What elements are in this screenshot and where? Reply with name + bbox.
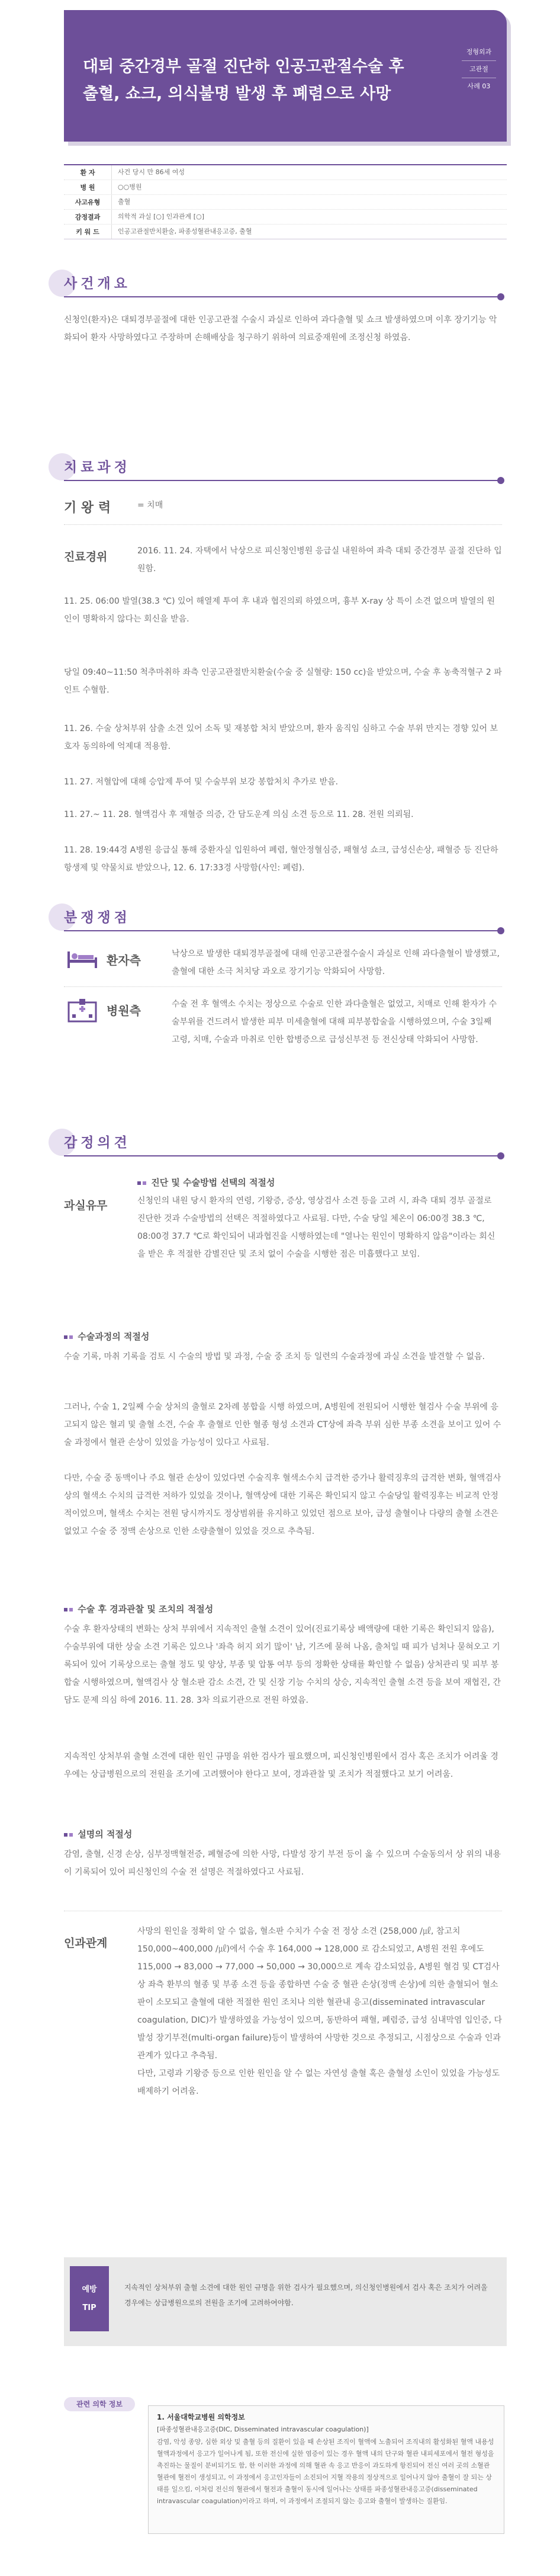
course-entry-6: 11. 27.~ 11. 28. 혈액검사 후 재혈증 의증, 간 담도운계 의심 소견 등으로 11. 28. 전원 의뢰됨. <box>64 810 414 819</box>
opinion-heading-1: 진단 및 수술방법 선택의 적절성 <box>137 1176 275 1188</box>
reference-box <box>148 2405 504 2534</box>
section-title-dispute: 분쟁쟁점 <box>64 910 131 925</box>
section-title-opinion: 감정의견 <box>64 1135 131 1151</box>
opinion-para-3a: 수술 후 환자상태의 변화는 상처 부위에서 지속적인 출혈 소견이 있어(진료기록상 배액량에 대한 기록은 확인되지 않음), 수술부위에 대한 상술 소견 기록은 있으나 '좌측 허지 외기 많이' 남, 기즈에 묻혀 나옴, 출처일 때 피가 넘쳐나 묻혀오고 기록되어 있어 기록상으로는 출혈 정도 및 양상, 부종 및 압통 여부 등의 정확한 상태를 확인할 수 없음) 상처관리 및 피부 봉합술 시행하였으며, 혈액검사 상 혈소판 감소 소견, 간 및 신장 기능 수치의 상승, 지속적인 출혈 소견 등을 보여 재협진, 간담도 문제 의심 하에 2016. 11. 28. 3차 의료기관으로 전원 하였음. <box>64 1625 501 1705</box>
history-label: 기 왕 력 <box>64 501 111 515</box>
causation-text: 사망의 원인을 정확히 알 수 없음, 혈소판 수치가 수술 전 정상 소견 (258,000 /㎕, 참고치 150,000~400,000 /㎕)에서 수술 후 164,000 → 128,000 로 감소되었고, A병원 전원 후에도 115,000 → 83,000 → 77,000 → 50,000 → 30,000으로 계속 감소되었음, A병원 혈검 및 CT검사 상 좌측 환부의 혈종 및 부종 소견 등을 종합하면 수술 중 혈관 손상(정맥 손상)에 의한 출혈되어 혈소판이 소모되고 출혈에 대한 적절한 원인 조치나 의한 혈관내 응고(disseminated intravascular coagulation, DIC)가 발생하였을 가능성이 있으며, 동반하여 패혈, 폐렴증, 급성 심내막염 입인증, 다발성 장기부전(multi-organ failure)등이 발생하여 사망한 것으로 추정되고, 시점상으로 수술과 인과관계가 있다고 추측됨. 다만, 고령과 기왕증 등으로 인한 원인을 알 수 없는 자연성 출혈 혹은 출혈성 소인이 있었을 가능성도 배제하기 어려움. <box>137 1927 503 2096</box>
tip-label-bottom: TIP <box>82 2303 96 2312</box>
course-entry-4: 11. 26. 수술 상처부위 삼출 소견 있어 소독 및 재봉합 처치 받았으며, 환자 움직임 심하고 수술 부위 만지는 경향 있어 보호자 동의하에 억제대 적용함. <box>64 724 498 751</box>
patient-side-label: 환자측 <box>107 953 141 967</box>
info-row-hospital: 병 원 ○○병원 <box>64 180 507 195</box>
hospital-side-text: 수술 전 후 혈액소 수치는 정상으로 수술로 인한 과다출혈은 없었고, 치매로 인해 환자가 수술부위를 건드려서 발생한 피부 미세출혈에 대해 피부봉합술을 시행하였으며, 수술 3일째 고령, 치매, 수술과 마취로 인한 합병증으로 급성신부전 등 전신상태 악화되어 사망함. <box>172 999 497 1045</box>
course-label: 진료경위 <box>64 550 108 563</box>
reference-text: 감염, 악성 종양, 심한 외상 및 출혈 등의 질환이 있을 때 손상된 조직이 혈액에 노출되어 조직내의 활성화된 혈액 내용성 혈액과정에서 응고가 일어나게 됨, 또한 전신에 실한 염증이 있는 경우 혈액 내의 단구와 혈관 내피세포에서 혈전 형성을 촉진하는 물질이 분비되기도 함, 한 이러한 과정에 의해 혈관 속 응고 반응이 과도하게 항진되어 전신 여러 곳의 소혈관 혈관에 혈전이 생성되고, 이 과정에서 응고인자들이 소진되어 지혈 작용의 정상적으로 일어나지 않아 출혈이 잘 되는 상태를 일으킴, 이처럼 전신의 혈관에서 혈전과 출혈이 동시에 일어나는 상태를 파종성혈관내응고증(disseminated intravascular coagulation)이라고 하며, 이 과정에서 조절되지 않는 응고와 출혈이 발생하는 질환임. <box>157 2438 494 2505</box>
header-side-info <box>457 44 501 95</box>
patient-side-text: 낙상으로 발생한 대퇴경부골절에 대해 인공고관절수술시 과실로 인해 과다출혈이 발생했고, 출혈에 대한 소극 처치당 과오로 장기기능 악화되어 사망함. <box>172 949 500 976</box>
history-divider <box>64 524 502 525</box>
section-divider <box>64 1155 502 1156</box>
patient-bed-icon <box>66 946 98 969</box>
side-item-department: 정형외과 <box>466 48 492 56</box>
hospital-building-icon <box>66 998 98 1023</box>
summary-text: 신청인(환자)은 대퇴경부골절에 대한 인공고관절 수술시 과실로 인하여 과다출혈 및 쇼크 발생하였으며 이후 장기기능 악화되어 환자 사망하였다고 주장하며 손해배상을 청구하기 위하여 의료중재원에 조정신청 하였음. <box>64 315 497 342</box>
section-title-summary: 사건개요 <box>64 276 131 291</box>
page-title <box>83 53 450 108</box>
section-divider <box>64 930 502 931</box>
opinion-para-2c: 다만, 수술 중 동맥이나 주요 혈관 손상이 있었다면 수술직후 혈색소수치 급격한 증가나 활력징후의 급격한 변화, 혈액검사상의 혈색소 수치의 급격한 저하가 있었을 것이나, 혈액상에 대한 기록은 확인되지 않고 수술당일 활력징후는 비교적 안정적이었으며, 혈색소 수치는 전원 당시까지도 정상범위를 유지하고 있었던 점으로 보아, 급성 출혈이나 다량의 출혈 소견은 없었고 수술 중 정맥 손상으로 인한 소량출혈이 있었을 것으로 추측됨. <box>64 1473 501 1536</box>
tip-label-top: 예방 <box>82 2285 97 2294</box>
course-entry-1: 2016. 11. 24. 자택에서 낙상으로 피신청인병원 응급실 내원하여 좌측 대퇴 중간경부 골절 진단하 입원함. <box>137 546 502 573</box>
reference-tag: 관련 의학 정보 <box>64 2397 135 2411</box>
section-divider-dot <box>497 477 504 484</box>
course-entry-3: 당일 09:40~11:50 척추마취하 좌측 인공고관절반치환술(수술 중 실혈량: 150 cc)을 받았으며, 수술 후 농축적혈구 2 파인트 수혈함. <box>64 668 502 695</box>
reference-title: 1. 서울대학교병원 의학정보 <box>157 2413 245 2421</box>
opinion-heading-3: 수술 후 경과관찰 및 조치의 적절성 <box>64 1603 213 1615</box>
history-value: = 치매 <box>137 501 163 510</box>
causation-label: 인과관계 <box>64 1937 108 1950</box>
section-divider-dot <box>497 293 504 300</box>
section-divider-dot <box>497 1152 504 1159</box>
section-divider <box>64 296 502 297</box>
opinion-para-2a: 수술 기록, 마취 기록을 검토 시 수술의 방법 및 과정, 수술 중 조치 등 일련의 수술과정에 과실 소견을 발견할 수 없음. <box>64 1352 485 1361</box>
side-item-category: 고관절 <box>469 65 488 73</box>
hospital-side-label: 병원측 <box>107 1004 141 1018</box>
opinion-para-1: 신청인의 내원 당시 환자의 연령, 기왕증, 증상, 영상검사 소견 등을 고려 시, 좌측 대퇴 경부 골절로 진단한 것과 수술방법의 선택은 적절하였다고 사료됨. 다만, 수술 당일 체온이 06:00경 38.3 ℃, 08:00경 37.7 ℃로 확인되어 내과협진을 시행하였는데 "열나는 원인이 명확하지 않음"이라는 회신을 받은 후 적절한 감별진단 및 조치 없이 수술을 시행한 점은 미흡했다고 보임. <box>137 1196 495 1259</box>
info-row-patient: 환 자 사건 당시 만 86세 여성 <box>64 165 507 180</box>
fault-label: 과실유무 <box>64 1199 108 1212</box>
opinion-para-4: 감염, 출혈, 신경 손상, 심부정맥혈전증, 폐혈증에 의한 사망, 다발성 장기 부전 등이 옳 수 있으며 수술동의서 상 위의 내용이 기록되어 있어 피신청인의 수술 전 설명은 적절하였다고 사료됨. <box>64 1850 501 1877</box>
title-line-2: 출혈, 쇼크, 의식불명 발생 후 폐렴으로 사망 <box>83 85 391 103</box>
case-info-table <box>64 164 507 239</box>
prevention-tip-tab <box>70 2266 109 2331</box>
opinion-para-2b: 그러나, 수술 1, 2일째 수술 상처의 출혈로 2차례 봉합을 시행 하였으며, A병원에 전원되어 시행한 혈검사 수술 부위에 응고되지 않은 혈괴 및 출혈 소견, 수술 후 출혈로 인한 혈종 형성 소견과 CT상에 좌측 부위 심한 부종 소견을 보이고 있어 수술 과정에서 혈관 손상이 있었을 가능성이 있다고 사료됨. <box>64 1402 501 1447</box>
info-row-result: 감정결과 의학적 과실 [○] 인과관계 [○] <box>64 210 507 225</box>
side-item-case: 사례 03 <box>467 82 491 90</box>
section-title-treatment: 치료과정 <box>64 460 131 475</box>
tip-text: 지속적인 상처부위 출혈 소견에 대한 원인 규명을 위한 검사가 필요했으며, 의신청인병원에서 검사 혹은 조치가 어려울 경우에는 상급병원으로의 전원을 조기에 고려하여야함. <box>124 2283 488 2307</box>
title-line-1: 대퇴 중간경부 골절 진단하 인공고관절수술 후 <box>83 57 404 76</box>
opinion-heading-4: 설명의 적절성 <box>64 1828 132 1840</box>
opinion-para-3b: 지속적인 상처부위 출혈 소견에 대한 원인 규명을 위한 검사가 필요했으며, 피신청인병원에서 검사 혹은 조치가 어려울 경우에는 상급병원으로의 전원을 조기에 고려했어야 한다고 보여, 경과관찰 및 조치가 적절했다고 보기 어려움. <box>64 1752 498 1779</box>
info-row-keywords: 키 워 드 인공고관절반치환술, 파종성혈관내응고증, 출혈 <box>64 225 507 239</box>
dispute-divider <box>64 986 502 987</box>
info-row-type: 사고유형 출혈 <box>64 195 507 210</box>
course-entry-5: 11. 27. 저혈압에 대해 승압제 투여 및 수술부위 보강 봉합처치 추가로 받음. <box>64 777 339 787</box>
course-entry-7: 11. 28. 19:44경 A병원 응급실 통해 중환자실 입원하여 폐렴, 혈안정혈심증, 패혈성 쇼크, 급성신손상, 패혈증 등 진단하 항생제 및 약물치료 받았으나, 12. 6. 17:33경 사망함(사인: 폐렴). <box>64 845 498 873</box>
opinion-heading-2: 수술과정의 적절성 <box>64 1330 149 1343</box>
section-divider-dot <box>497 927 504 934</box>
section-divider <box>64 480 502 481</box>
course-entry-2: 11. 25. 06:00 발열(38.3 ℃) 있어 해열제 투여 후 내과 협진의뢰 하였으며, 흉부 X-ray 상 특이 소견 없으며 발열의 원인이 명확하지 않다는 회신을 받음. <box>64 597 495 624</box>
reference-subtitle: [파종성혈관내응고증(DIC, Disseminated intravascular coagulation)] <box>157 2426 369 2433</box>
